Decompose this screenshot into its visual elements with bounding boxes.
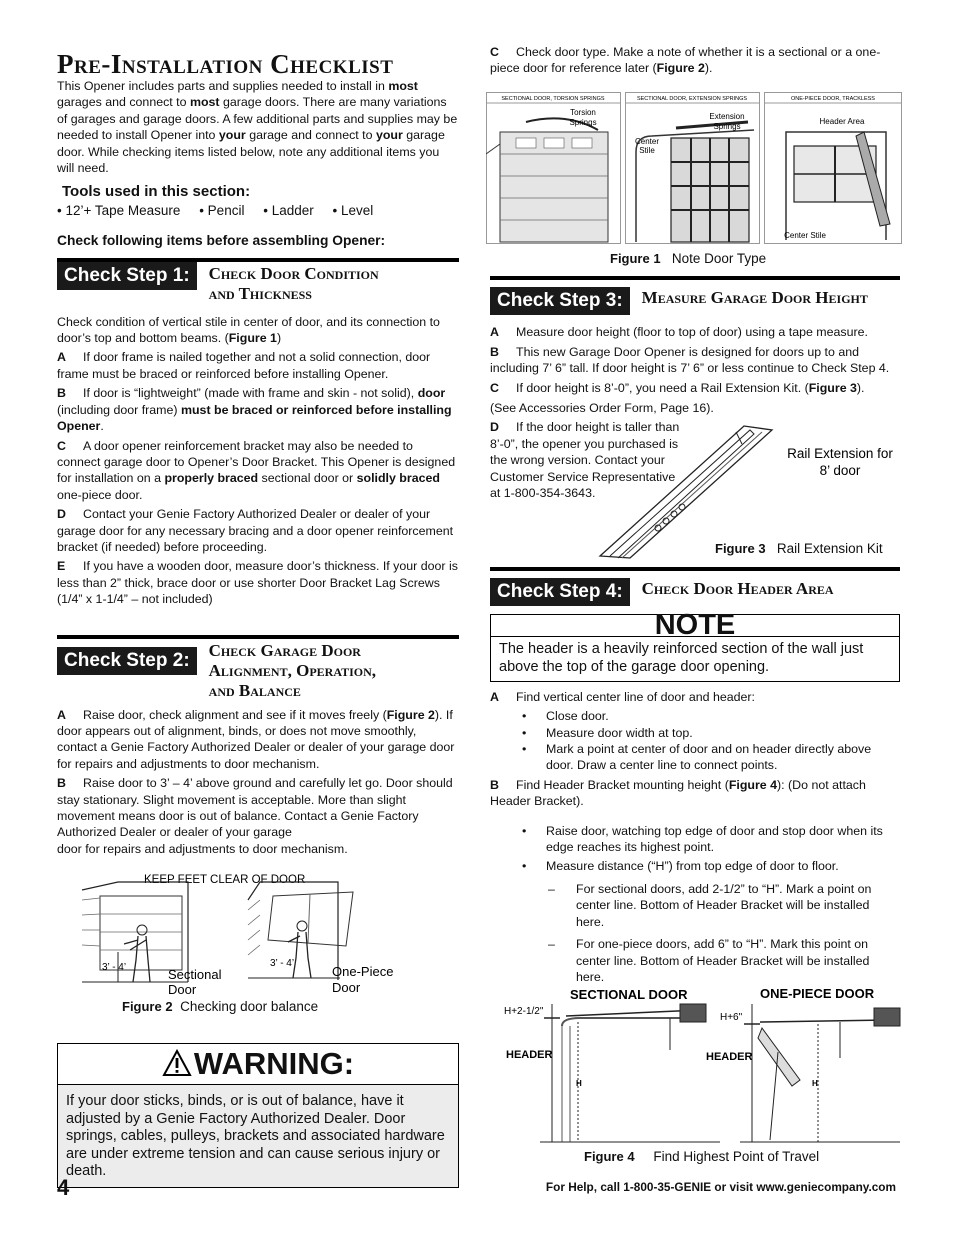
warning-triangle-icon	[162, 1049, 192, 1077]
pre-assembly-heading: Check following items before assembling Opener:	[57, 233, 386, 249]
check-step-3-header	[490, 276, 900, 315]
figure-4-illustration	[500, 982, 910, 1148]
step4-b-bullet-1: • Raise door, watching top edge of door and stop door when its edge reaches its highest point.	[490, 823, 900, 856]
step4-item-a: A Find vertical center line of door and header:	[490, 689, 756, 704]
warning-heading: WARNING:	[58, 1044, 458, 1085]
step4-a-bullet-1: • Close door.	[490, 708, 900, 724]
step4-a-bullet-2: • Measure door width at top.	[490, 725, 900, 741]
page-number: 4	[57, 1175, 70, 1200]
note-heading: NOTE	[491, 615, 899, 636]
figure-1-illustration	[486, 92, 902, 244]
check-step-1-title: Check Door Condition and Thickness	[208, 263, 379, 303]
step4-item-b: B Find Header Bracket mounting height (Figure 4): (Do not attach Header Bracket).	[490, 777, 866, 809]
fig2-sectional-label-1: Sectional	[168, 967, 222, 982]
check-step-2-tab: Check Step 2:	[57, 647, 197, 675]
figure-1	[486, 92, 902, 244]
fig1-panel3-heading: ONE-PIECE DOOR, TRACKLESS	[791, 96, 875, 102]
right-column	[490, 44, 900, 80]
rail-extension-label-1: Rail Extension for	[787, 446, 893, 461]
figure-1-caption: Figure 1 Note Door Type	[610, 251, 767, 266]
fig2-sectional-label-2: Door	[168, 982, 197, 997]
check-step-4-title: Check Door Header Area	[641, 579, 834, 598]
step1-item-c: C A door opener reinforcement bracket may also be needed to connect garage door to Opener’s Door Bracket. This Opener is designed for installation on a properly braced sectional door or solidly braced one-piece door.	[57, 438, 456, 502]
fig1-panel2-heading: SECTIONAL DOOR, EXTENSION SPRINGS	[636, 96, 748, 102]
fig4-onepiece-title: ONE-PIECE DOOR	[760, 986, 875, 1001]
figure-4-caption: Figure 4 Find Highest Point of Travel	[584, 1149, 820, 1164]
warning-text: If your door sticks, binds, or is out of balance, have it adjusted by a Genie Factory Authorized Dealer. Door springs, cables, pulleys, brackets and associated hardware are under extreme tension and can cause serious injury or death.	[58, 1085, 458, 1187]
step3-item-b: B This new Garage Door Opener is designed for doors up to and including 7’ 6” tall. If door height is 7’ 6” or less continue to Check Step 4.	[490, 344, 890, 376]
step1-item-d: D Contact your Genie Factory Authorized Dealer or dealer of your garage door for any necessary bracing and a door opener reinforcement bracket (if needed) before proceeding.	[57, 507, 454, 554]
tools-list: • 12’+ Tape Measure • Pencil • Ladder • Level	[57, 202, 374, 218]
check-step-4-tab: Check Step 4:	[490, 578, 630, 606]
help-footer: For Help, call 1-800-35-GENIE or visit www.geniecompany.com	[545, 1180, 896, 1194]
fig1-torsion-label-1: Torsion	[570, 108, 596, 117]
step1-item-b: B If door is “lightweight” (made with frame and skin - not solid), door (including door frame) must be braced or reinforced before installing Opener.	[57, 386, 452, 434]
fig1-center-stile-label-3: Center Stile	[784, 231, 826, 240]
step1-item-e: E If you have a wooden door, measure door’s thickness. If your door is less than 2” thick, brace door or use shorter Door Bracket Lag Screws (1/4” x 1-1/4” – not included)	[57, 559, 458, 607]
fig4-header-label-onepiece: HEADER	[706, 1051, 753, 1063]
warning-box	[57, 1043, 459, 1188]
fig1-torsion-label-2: Springs	[569, 118, 597, 127]
fig4-header-label-sectional: HEADER	[506, 1049, 553, 1061]
check-step-1-tab: Check Step 1:	[57, 262, 197, 290]
rail-extension-label-2: 8’ door	[819, 463, 861, 478]
note-box	[490, 609, 900, 681]
check-step-3-tab: Check Step 3:	[490, 287, 630, 315]
figure-2	[78, 870, 438, 1020]
step3-see-accessories: (See Accessories Order Form, Page 16).	[490, 401, 714, 416]
figure-3-caption: Figure 3 Rail Extension Kit	[715, 541, 883, 556]
fig2-height-2: 3’ - 4’	[270, 958, 295, 969]
step2-item-b: B Raise door to 3’ – 4’ above ground and carefully let go. Door should stay stationary. Slight movement is acceptable. More than slight movement means door is out of balance. Contact a Genie Factory Authorized Dealer or dealer of your garage door for repairs and adjustments to door mechanism.	[57, 776, 453, 856]
check-step-1-header	[57, 258, 459, 304]
step3-item-d: D If the door height is taller than 8’-0”, the opener you purchased is the wrong version. Contact your Customer Service Representative at 1-800-354-3643.	[490, 420, 680, 501]
fig2-onepiece-label-2: Door	[332, 980, 361, 995]
fig1-center-stile-label-1: Center	[634, 137, 660, 146]
step4-a-bullet-3: • Mark a point at center of door and on header directly above door. Draw a center line to connect points.	[490, 741, 900, 774]
keep-feet-clear-label: KEEP FEET CLEAR OF DOOR	[144, 874, 306, 886]
step1-item-a: A If door frame is nailed together and not a solid connection, door frame must be braced or reinforced before installing Opener.	[57, 350, 431, 381]
step1-intro: Check condition of vertical stile in center of door, and its connection to door’s top and bottom beams. (Figure 1)	[57, 314, 440, 346]
tools-heading: Tools used in this section:	[62, 183, 251, 201]
figure-3	[596, 424, 900, 560]
fig4-sectional-title: SECTIONAL DOOR	[570, 987, 688, 1002]
fig1-center-stile-label-2: Stile	[639, 146, 655, 155]
fig4-h-plus-sectional: H+2-1/2"	[504, 1006, 544, 1017]
check-step-4-header	[490, 567, 900, 606]
fig4-h-plus-onepiece: H+6"	[720, 1012, 743, 1023]
fig1-panel1-heading: SECTIONAL DOOR, TORSION SPRINGS	[501, 96, 605, 102]
fig1-header-area-label: Header Area	[819, 117, 865, 126]
step-4-section	[490, 567, 900, 988]
rail-extension-illustration	[596, 424, 900, 560]
fig1-extension-label-2: Springs	[713, 122, 741, 131]
fig2-onepiece-label-1: One-Piece	[332, 964, 394, 979]
check-step-2-header	[57, 635, 459, 701]
note-text: The header is a heavily reinforced section of the wall just above the top of the garage door opening.	[499, 640, 864, 675]
fig2-height-1: 3’ - 4’	[102, 962, 127, 973]
step2-item-a: A Raise door, check alignment and see if it moves freely (Figure 2). If door appears out of alignment, binds, or does not move smoothly, contact a Genie Factory Authorized Dealer or dealer of your garage door for repairs and adjustments to door mechanism.	[57, 707, 455, 771]
fig4-H-onepiece: H	[812, 1079, 818, 1088]
figure-4	[500, 982, 910, 1148]
check-step-3-title: Measure Garage Door Height	[641, 288, 868, 307]
step3-item-c: C If door height is 8’-0”, you need a Rail Extension Kit. (Figure 3).	[490, 380, 865, 395]
step-c-door-type: C Check door type. Make a note of whether it is a sectional or a one-piece door for reference later (Figure 2).	[490, 45, 881, 76]
fig1-extension-label-1: Extension	[709, 112, 745, 121]
step4-b-dash-1: – For sectional doors, add 2-1/2” to “H”. Mark a point on center line. Bottom of Header Bracket will be installed here.	[490, 881, 900, 930]
step4-b-dash-2: – For one-piece doors, add 6” to “H”. Mark this point on center line. Bottom of Header Bracket will be installed here.	[490, 936, 900, 985]
figure-2-illustration	[78, 870, 438, 1020]
check-step-2-title: Check Garage Door Alignment, Operation, and Balance	[208, 640, 377, 700]
step3-item-a: A Measure door height (floor to top of door) using a tape measure.	[490, 325, 868, 340]
step4-b-bullet-2: • Measure distance (“H”) from top edge of door to floor.	[490, 858, 900, 874]
fig4-H-sectional: H	[576, 1079, 582, 1088]
left-column	[57, 50, 459, 860]
figure-2-caption: Figure 2 Checking door balance	[122, 999, 319, 1014]
intro-paragraph: This Opener includes parts and supplies needed to install in most garages and connect to most garage doors. There are many variations of garages and garage doors. A few additional parts and supplies may be needed to install Opener into your garage and connect to your garage door. While checking items listed below, note any additional items you will need.	[57, 79, 458, 176]
page-title: Pre-Installation Checklist	[57, 49, 394, 79]
